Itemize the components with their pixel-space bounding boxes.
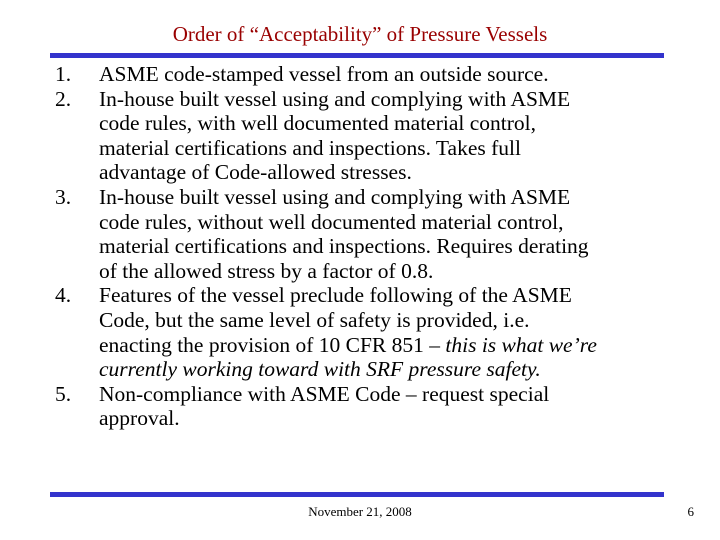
item-number: 3. — [55, 184, 72, 209]
item-line: Code, but the same level of safety is provided, i.e. — [99, 307, 530, 332]
page-number: 6 — [687, 504, 694, 519]
item-line: code rules, with well documented material control, — [99, 111, 537, 136]
item-line: In-house built vessel using and complying with ASME — [99, 86, 571, 111]
item-line: material certifications and inspections. Takes full — [99, 135, 521, 160]
item-number: 5. — [55, 381, 72, 406]
item-line-text: enacting the provision of 10 CFR 851 – — [99, 332, 446, 357]
item-line-emphasis: currently working toward with SRF pressure safety. — [99, 357, 541, 382]
item-number: 2. — [55, 86, 72, 111]
acceptability-list — [55, 62, 675, 431]
list-item — [55, 283, 675, 381]
list-item — [55, 62, 675, 87]
item-line: approval. — [99, 406, 180, 431]
item-line: code rules, without well documented material control, — [99, 209, 564, 234]
list-item — [55, 87, 675, 185]
item-line: ASME code-stamped vessel from an outside source. — [99, 62, 549, 86]
item-line — [99, 333, 675, 358]
item-line: material certifications and inspections. Requires derating — [99, 234, 589, 259]
item-line: In-house built vessel using and complying with ASME — [99, 184, 571, 209]
item-line: of the allowed stress by a factor of 0.8. — [99, 258, 434, 283]
item-emphasis: this is what we’re — [445, 332, 597, 357]
item-line: advantage of Code-allowed stresses. — [99, 160, 412, 185]
slide-title: Order of “Acceptability” of Pressure Vessels — [172, 22, 548, 46]
item-line: Features of the vessel preclude following of the ASME — [99, 283, 572, 308]
footer-divider — [50, 492, 664, 497]
list-item — [55, 185, 675, 283]
footer-date: November 21, 2008 — [308, 504, 412, 519]
item-line: Non-compliance with ASME Code – request special — [99, 381, 550, 406]
title-divider — [50, 53, 664, 58]
item-number: 4. — [55, 283, 72, 308]
item-number: 1. — [55, 62, 72, 86]
list-item — [55, 382, 675, 431]
